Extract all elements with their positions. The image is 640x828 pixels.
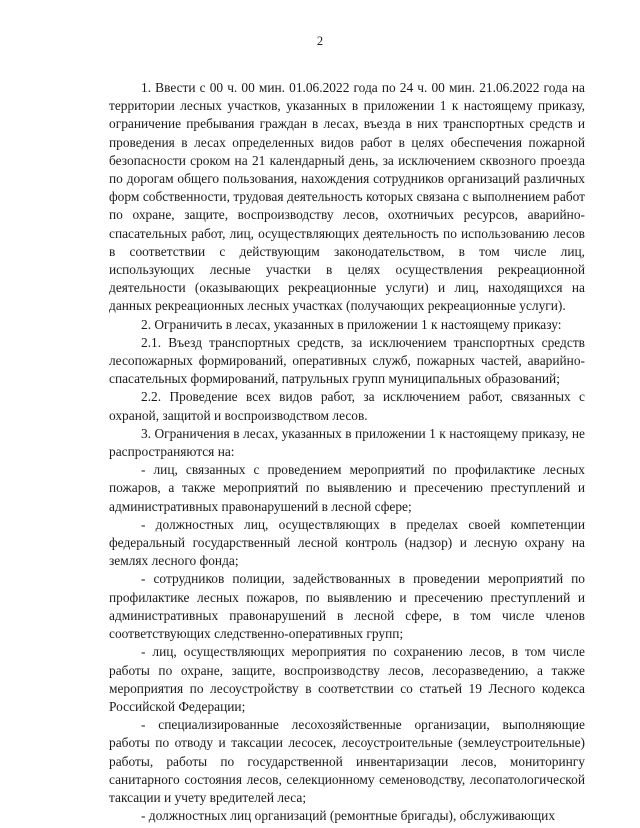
exception-item: - должностных лиц, осуществляющих в пределах своей компетенции федеральный государственный лесной контроль (надзор) и лесную охрану на землях лесного фонда; <box>109 516 585 569</box>
paragraph-3: 3. Ограничения в лесах, указанных в приложении 1 к настоящему приказу, не распространяются на: <box>109 425 585 460</box>
exception-item: - лиц, осуществляющих мероприятия по сохранению лесов, в том числе работы по охране, защите, воспроизводству лесов, лесоразведению, а также мероприятия по лесоустройству в соответствии со статьей 19 Лесного кодекса Российской Федерации; <box>109 644 585 714</box>
page-number: 2 <box>316 34 324 48</box>
exception-item: - специализированные лесохозяйственные организации, выполняющие работы по отводу и таксации лесосек, лесоустроительные (землеустроительные) работы, работы по государственной инвентаризации лесов, мониторингу санитарного состояния лесов, селекционному семеноводству, лесопатологической таксации и учету вредителей леса; <box>109 717 585 805</box>
exception-item: - сотрудников полиции, задействованных в проведении мероприятий по профилактике лесных пожаров, по выявлению и пресечению преступлений и административных правонарушений в лесной сфере, в том числе членов соответствующих следственно-оперативных групп; <box>109 571 585 642</box>
paragraph-1: 1. Ввести с 00 ч. 00 мин. 01.06.2022 года по 24 ч. 00 мин. 21.06.2022 года на территории лесных участков, указанных в приложении 1 к настоящему приказу, ограничение пребывания граждан в лесах, въезда в них транспортных средств и проведения в лесах определенных видов работ в целях обеспечения пожарной безопасности сроком на 21 календарный день, за исключением сквозного проезда по дорогам общего пользования, нахождения сотрудников организаций различных форм собственности, трудовая деятельность которых связана с выполнением работ по охране, защите, воспроизводству лесов, охотничьих ресурсов, аварийно-спасательных работ, лиц, осуществляющих деятельность по использованию лесов в соответствии с действующим законодательством, в том числе лиц, использующих лесные участки в целях осуществления рекреационной деятельности (оказывающих рекреационные услуги) и лиц, находящихся на данных рекреационных лесных участках (получающих рекреационные услуги). <box>109 80 585 314</box>
paragraph-2-2: 2.2. Проведение всех видов работ, за исключением работ, связанных с охраной, защитой и воспроизводством лесов. <box>109 389 585 423</box>
exception-item: - лиц, связанных с проведением мероприятий по профилактике лесных пожаров, а также мероприятий по выявлению и пресечению преступлений и административных правонарушений в лесной сфере; <box>109 462 585 514</box>
document-body <box>109 79 585 825</box>
paragraph-2: 2. Ограничить в лесах, указанных в приложении 1 к настоящему приказу: <box>141 316 562 332</box>
exception-item: - должностных лиц организаций (ремонтные бригады), обслуживающих <box>141 808 556 824</box>
paragraph-2-1: 2.1. Въезд транспортных средств, за исключением транспортных средств лесопожарных формирований, оперативных служб, пожарных частей, аварийно- спасательных формирований, патрульных групп муниципальных образований; <box>109 334 585 387</box>
